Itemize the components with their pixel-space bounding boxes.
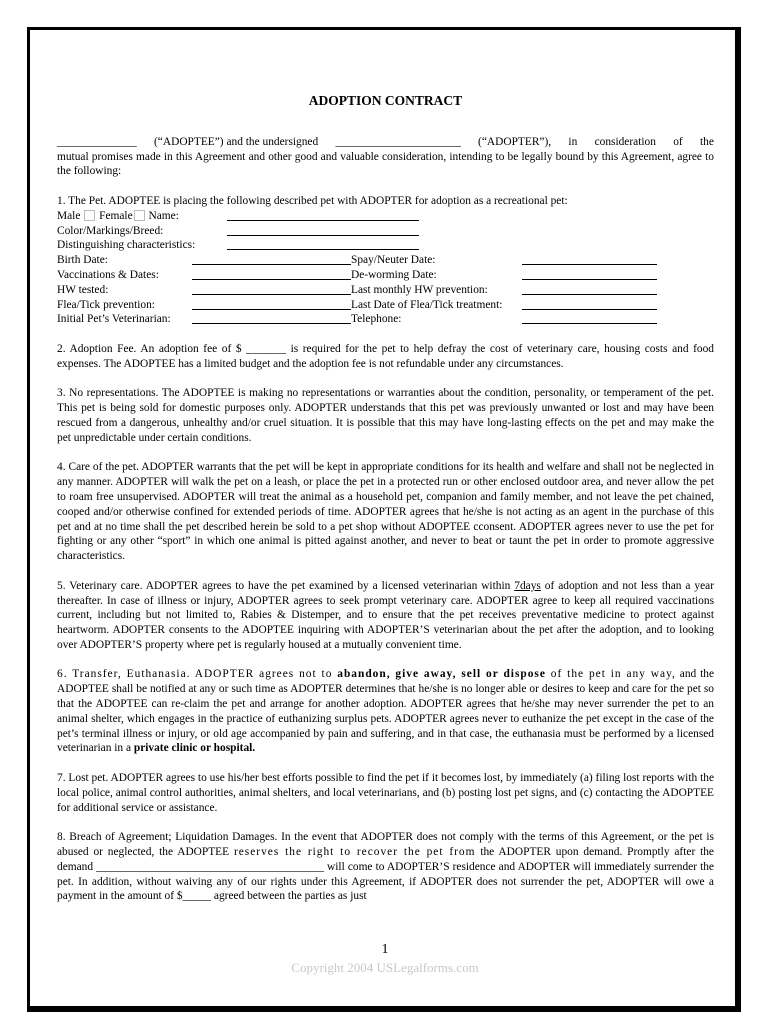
intro-first-line: ______________ (“ADOPTEE”) and the undersigned ______________________ (“ADOPTER”), in consideration of the (57, 135, 714, 148)
section-no-representations: 3. No representations. The ADOPTEE is making no representations or warranties about the condition, personality, or temperament of the pet. This pet is being sold for domestic purposes only. ADOPTER understands that this pet was previously unwanted or lost and may have been rescued from a dangerous, unhealthy and/or cruel situation. It is possible that this may have long-lasting effects on the pet and may make the pet unpredictable under certain conditions. (57, 387, 714, 444)
color-breed-field[interactable] (227, 224, 419, 236)
birth-date-field[interactable] (192, 253, 351, 265)
pet-row-flea: Flea/Tick prevention: Last Date of Flea/Tick treatment: (57, 298, 714, 313)
contract-body (57, 94, 714, 919)
copyright-notice: Copyright 2004 USLegalforms.com (291, 960, 479, 975)
section-adoption-fee: 2. Adoption Fee. An adoption fee of $ _______ is required for the pet to help defray the cost of veterinary care, housing costs and food expenses. The ADOPTEE has a limited budget and the adoption fee is not refundable under any circumstances. (57, 342, 714, 370)
deworming-field[interactable] (522, 268, 657, 280)
distinguishing-field[interactable] (227, 238, 419, 250)
last-flea-field[interactable] (522, 298, 657, 310)
section-pet (57, 194, 714, 327)
pet-row-birth: Birth Date: Spay/Neuter Date: (57, 253, 714, 268)
adoptee-blank[interactable]: ______________ (57, 135, 137, 148)
pet-row-distinguishing: Distinguishing characteristics: (57, 238, 714, 253)
flea-prevention-field[interactable] (192, 298, 351, 310)
spay-neuter-field[interactable] (522, 253, 657, 265)
section-transfer: 6. Transfer, Euthanasia. ADOPTER agrees not to abandon, give away, sell or dispose of the pet in any way, and the ADOPTEE shall be notified at any or such time as ADOPTER determines that he/she is no longer able or desires to keep and care for the pet so that the ADOPTEE can re-claim the pet and arrange for another adoption. ADOPTER agrees that he/she may never surrender the pet to an animal shelter, which engages in the practice of euthanizing surplus pets. ADOPTER agrees never to euthanize the pet except in the case of the pet’s terminal illness or injury, or old age accompanied by pain and suffering, and in that case, the euthanasia must be performed by a licensed veterinarian in a private clinic or hospital. (57, 668, 715, 755)
hw-tested-field[interactable] (192, 283, 351, 295)
pet-row-hw: HW tested: Last monthly HW prevention: (57, 283, 714, 298)
section-care: 4. Care of the pet. ADOPTER warrants that the pet will be kept in appropriate conditions for its health and welfare and shall not be neglected in any manner. ADOPTER will walk the pet on a leash, or place the pet in a protected run or other enclosed outdoor area, and never allow the pet to roam free unsupervised. ADOPTER will treat the animal as a household pet, companion and family member, and not leave the pet chained, cooped and/or otherwise confined for extended periods of time. ADOPTER agrees that he/she is not acting as an agent in the purchase of this pet and at no time shall the pet described herein be sold to a pet shop without ADOPTEE cconsent. ADOPTER agrees never to use the pet for fighting or any other “sport” in which one animal is pitted against another, and never to beat or taunt the pet in order to promote aggressive characteristics. (57, 461, 714, 563)
section-breach: 8. Breach of Agreement; Liquidation Damages. In the event that ADOPTER does not comply with the terms of this Agreement, or the pet is abused or neglected, the ADOPTEE reserves the right to recover the pet from the ADOPTER upon demand. Promptly after the demand ________________________________________ will come to ADOPTER’S residence and ADOPTER will immediately surrender the pet. In addition, without waiving any of our rights under this Agreement, if ADOPTER does not surrender the pet, ADOPTER will owe a payment in the amount of $_____ agreed between the parties as just (57, 831, 714, 903)
section-lost-pet: 7. Lost pet. ADOPTER agrees to use his/her best efforts possible to find the pet if it becomes lost, by immediately (a) filing lost reports with the local police, animal control authorities, animal shelters, and local veterinarians, and (b) posting lost pet signs, and (c) contacting the ADOPTEE for additional service or assistance. (57, 772, 714, 814)
name-field[interactable] (227, 209, 419, 221)
pet-row-vacc: Vaccinations & Dates: De-worming Date: (57, 268, 714, 283)
intro-rest: mutual promises made in this Agreement and other good and valuable consideration, intending to be legally bound by this Agreement, agree to the following: (57, 150, 714, 178)
section-veterinary-care: 5. Veterinary care. ADOPTER agrees to have the pet examined by a licensed veterinarian within 7days of adoption and not less than a year thereafter. In case of illness or injury, ADOPTER agrees to seek prompt veterinary care. ADOPTER agree to keep all required vaccinations current, including but not limited to, Rabies & Distemper, and to ensure that the pet receives preventative medicine to protect against heartworm. ADOPTER consents to the ADOPTEE inquiring with ADOPTER’S veterinarian about the pet after the adoption, and to looking over ADOPTER’S property where pet is regularly housed at a mutually convenient time. (57, 579, 714, 651)
days-value: 7days (514, 579, 541, 592)
pet-heading: 1. The Pet. ADOPTEE is placing the following described pet with ADOPTER for adoption as a recreational pet: (57, 194, 568, 207)
adopter-blank[interactable]: ______________________ (335, 135, 461, 148)
pet-row-color: Color/Markings/Breed: (57, 224, 714, 239)
telephone-field[interactable] (522, 312, 657, 324)
page-number: 1 (381, 942, 389, 957)
veterinarian-field[interactable] (192, 312, 351, 324)
last-hw-field[interactable] (522, 283, 657, 295)
male-checkbox[interactable] (84, 210, 95, 221)
pet-row-sex-name: Male Female Name: (57, 209, 714, 224)
intro-paragraph (57, 135, 714, 179)
vaccinations-field[interactable] (192, 268, 351, 280)
pet-row-vet: Initial Pet’s Veterinarian: Telephone: (57, 312, 714, 327)
female-checkbox[interactable] (134, 210, 145, 221)
document-title: ADOPTION CONTRACT (308, 93, 463, 108)
